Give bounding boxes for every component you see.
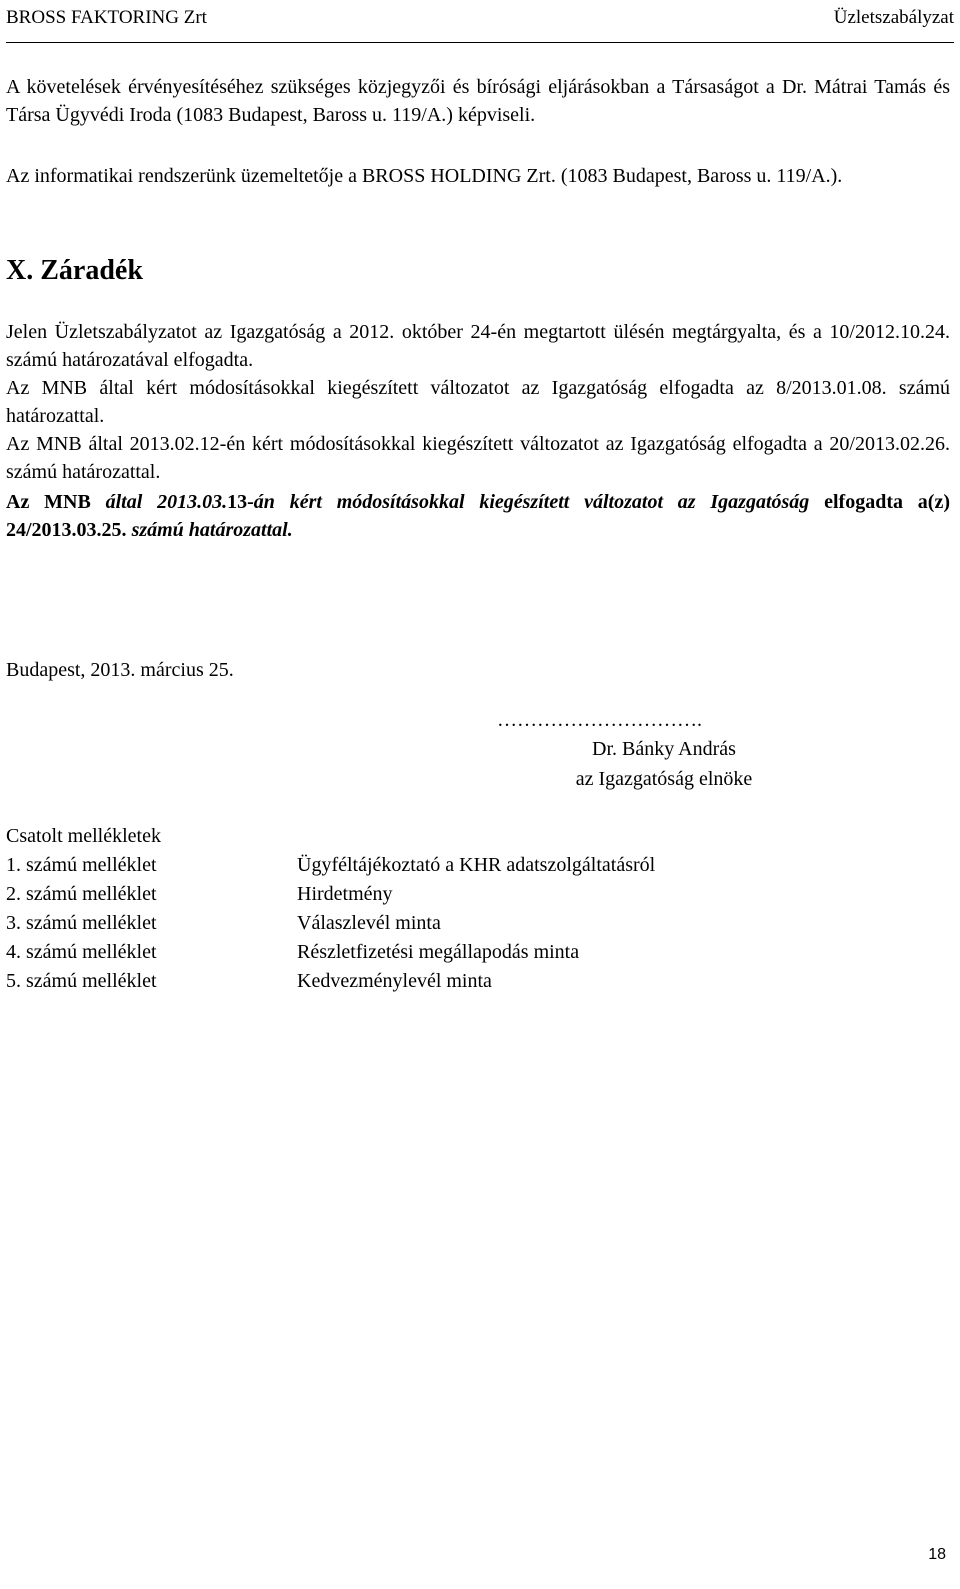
p6-text-6: számú határozattal. xyxy=(131,519,293,541)
p6-text-4: án kért módosításokkal kiegészített változatot az Igazgatóság xyxy=(253,491,810,513)
paragraph-it-operator: Az informatikai rendszerünk üzemeltetője a BROSS HOLDING Zrt. (1083 Budapest, Baross u. 119/A.). xyxy=(6,165,843,187)
signatory-title: az Igazgatóság elnöke xyxy=(575,768,753,790)
annex-item xyxy=(6,967,906,996)
place-and-date: Budapest, 2013. március 25. xyxy=(6,659,234,681)
p6-text-2: által 2013.03. xyxy=(105,491,228,513)
annex-name: Kedvezménylevél minta xyxy=(297,970,492,992)
signature-line: …………………………. xyxy=(497,709,702,731)
annex-number: 4. számú melléklet xyxy=(6,941,157,963)
annex-name: Ügyféltájékoztató a KHR adatszolgáltatásról xyxy=(297,854,656,876)
annex-item xyxy=(6,851,906,880)
section-title: X. Záradék xyxy=(6,255,143,286)
paragraph-approval-2012: Jelen Üzletszabályzatot az Igazgatóság a 2012. október 24-én megtartott ülésén megtárgyalta, és a 10/2012.10.24. számú határozatával elfogadta. xyxy=(6,321,950,371)
annex-item xyxy=(6,938,906,967)
page-header xyxy=(6,4,954,32)
annex-item xyxy=(6,880,906,909)
p6-text-3: 13- xyxy=(227,491,254,513)
annex-number: 2. számú melléklet xyxy=(6,883,157,905)
annex-number: 5. számú melléklet xyxy=(6,970,157,992)
annex-name: Részletfizetési megállapodás minta xyxy=(297,941,580,963)
paragraph-legal-representation: A követelések érvényesítéséhez szükséges közjegyzői és bírósági eljárásokban a Társaságot a Dr. Mátrai Tamás és Társa Ügyvédi Iroda (1083 Budapest, Baross u. 119/A.) képviseli. xyxy=(6,76,950,126)
annex-item xyxy=(6,909,906,938)
page-number: 18 xyxy=(928,1546,946,1563)
signatory-name: Dr. Bánky András xyxy=(592,738,736,760)
annex-number: 3. számú melléklet xyxy=(6,912,157,934)
p6-text-1: Az MNB xyxy=(6,491,106,513)
annex-name: Válaszlevél minta xyxy=(297,912,441,934)
paragraph-approval-24-2013 xyxy=(6,488,950,544)
header-company-name: BROSS FAKTORING Zrt xyxy=(6,7,207,28)
p6-text-5: elfogadta a(z) 24/2013.03.25. xyxy=(6,491,951,541)
paragraph-approval-20-2013: Az MNB által 2013.02.12-én kért módosításokkal kiegészített változatot az Igazgatóság elfogadta a 20/2013.02.26. számú határozattal. xyxy=(6,433,950,483)
paragraph-approval-8-2013: Az MNB által kért módosításokkal kiegészített változatot az Igazgatóság elfogadta az 8/2013.01.08. számú határozattal. xyxy=(6,377,950,427)
annex-name: Hirdetmény xyxy=(297,883,393,905)
annexes-list xyxy=(6,851,906,996)
header-divider xyxy=(6,42,954,43)
header-document-title: Üzletszabályzat xyxy=(833,7,954,28)
annex-number: 1. számú melléklet xyxy=(6,854,157,876)
annexes-heading: Csatolt mellékletek xyxy=(6,825,161,847)
